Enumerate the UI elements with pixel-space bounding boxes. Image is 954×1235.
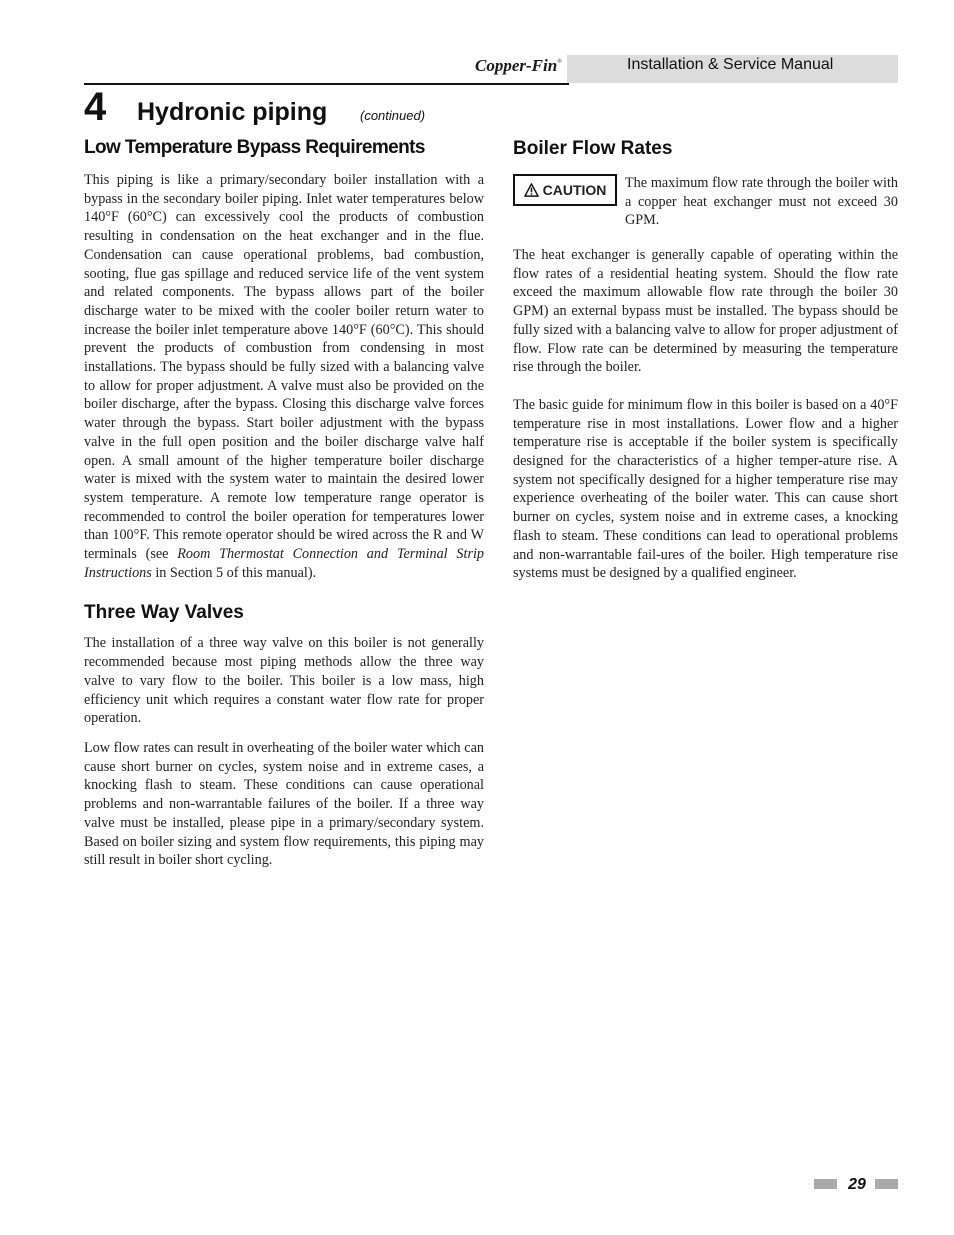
caution-badge bbox=[513, 174, 617, 206]
manual-title: Installation & Service Manual bbox=[567, 55, 898, 83]
warning-triangle-icon bbox=[524, 183, 539, 197]
section-continued: (continued) bbox=[360, 108, 426, 123]
left-column bbox=[84, 137, 484, 870]
page-number: 29 bbox=[848, 1176, 866, 1193]
caution-block bbox=[513, 174, 898, 232]
right-column bbox=[513, 138, 898, 583]
section-number: 4 bbox=[84, 85, 107, 129]
footer-bar-right bbox=[875, 1179, 898, 1189]
section-title: Hydronic piping bbox=[137, 98, 328, 126]
caution-label: CAUTION bbox=[542, 182, 607, 198]
brand-name bbox=[475, 56, 562, 76]
brand-text: Copper-Fin bbox=[475, 56, 558, 75]
registered-mark: ® bbox=[557, 59, 562, 65]
three-way-heading: Three Way Valves bbox=[84, 602, 244, 624]
low-temp-text-2: in Section 5 of this manual). bbox=[151, 564, 317, 581]
low-temp-paragraph bbox=[84, 171, 484, 582]
three-way-paragraph-1: The installation of a three way valve on this boiler is not generally recommended because most piping methods allow the three way valve to vary flow to the boiler. This boiler is a low mass, high efficiency unit which requires a constant water flow rate for proper operation. bbox=[84, 635, 484, 727]
header-rule bbox=[84, 83, 569, 85]
flow-rates-heading: Boiler Flow Rates bbox=[513, 138, 673, 159]
flow-rates-paragraph-2: The basic guide for minimum flow in this boiler is based on a 40°F temperature rise in most installations. Lower flow and a higher temperature rise is acceptable if the boiler system is specifically designed for the characteristics of a higher temper-ature rise. A system not specifically designed for a higher temperature rise may experience overheating of the boiler water. This can cause short burner on cycles, system noise and in extreme cases, a knocking flash to steam. These conditions can lead to operational problems and non-warrantable fail-ures of the boiler. High temperature rise systems must be designed by a qualified engineer. bbox=[513, 396, 898, 582]
low-temp-text-1: This piping is like a primary/secondary boiler installation with a bypass in the secondary boiler piping. Inlet water temperatures below 140°F (60°C) can excessively cool the products of combustion resulting in condensation on the heat exchanger and in the flue. Condensation can cause operational problems, bad combustion, sooting, flue gas spillage and reduced service life of the vent system and related components. The bypass allows part of the boiler discharge water to be mixed with the cooler boiler return water to increase the boiler inlet temperature above 140°F (60°C). This should prevent the products of combustion from condensing in most installations. The bypass should be fully sized with a balancing valve to allow for proper adjustment. A valve must also be provided on the boiler discharge, after the bypass. Closing this discharge valve forces water through the bypass. Start boiler adjustment with the bypass valve in the full open position and the boiler discharge valve half open. A small amount of the higher temperature boiler discharge water is mixed with the system water to maintain the desired lower system temperature. A remote low temperature range operator is recommended to control the boiler operation for temperatures lower than 100°F. This remote operator should be wired across the R and W terminals (see bbox=[84, 172, 484, 563]
footer-bar-left bbox=[814, 1179, 837, 1189]
low-temp-heading: Low Temperature Bypass Requirements bbox=[84, 137, 425, 158]
low-temp-reference: Room Thermostat Connection and Terminal Strip Instructions bbox=[84, 546, 485, 581]
flow-rates-paragraph-1: The heat exchanger is generally capable of operating within the flow rates of a residential heating system. Should the flow rate exceed the maximum allowable flow rate through the boiler 30 GPM) an external bypass must be installed. The bypass should be fully sized with a balancing valve to allow for proper adjustment of flow. Flow rate can be determined by measuring the temperature rise through the boiler. bbox=[513, 247, 898, 376]
three-way-paragraph-2: Low flow rates can result in overheating of the boiler water which can cause short burner on cycles, system noise and in extreme cases, a knocking flash to steam. These conditions can cause operational problems and non-warrantable failures of the boiler. If a three way valve must be installed, please pipe in a primary/secondary system. Based on boiler sizing and system flow requirements, this piping may still result in boiler short cycling. bbox=[84, 739, 484, 869]
caution-text: The maximum flow rate through the boiler with a copper heat exchanger must not exceed 30 GPM. bbox=[625, 175, 898, 229]
